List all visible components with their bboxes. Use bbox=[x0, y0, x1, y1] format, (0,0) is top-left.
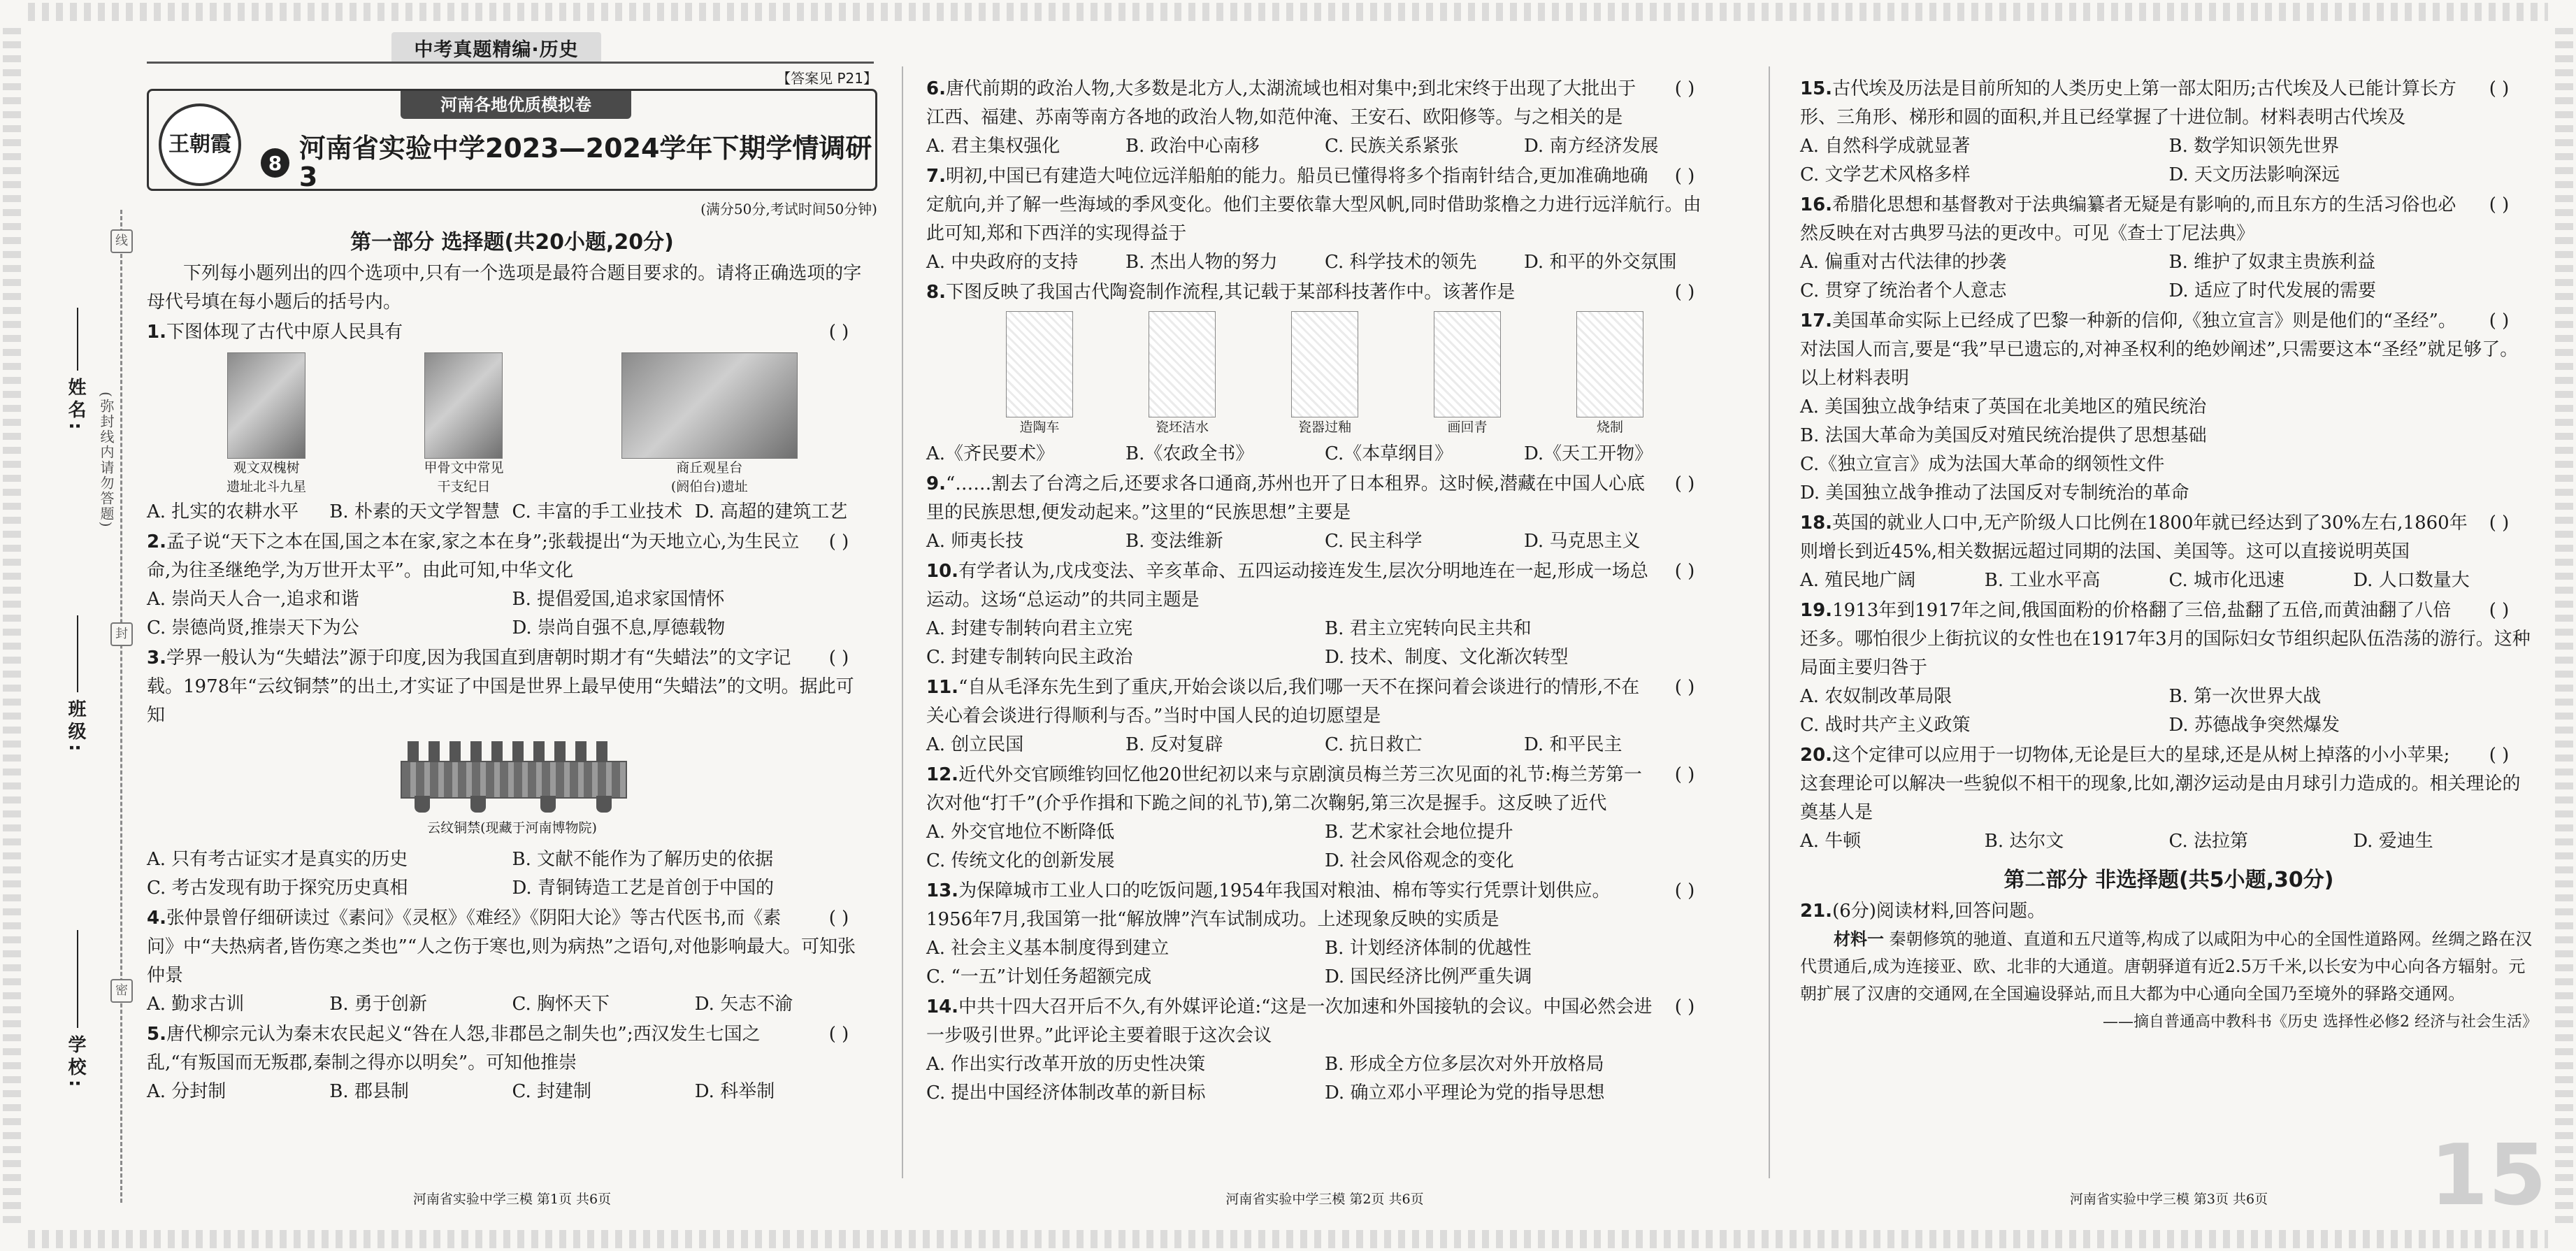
question-9 bbox=[926, 470, 1723, 527]
artifact-photo bbox=[424, 352, 503, 459]
bronze-leg bbox=[415, 796, 430, 813]
options-group bbox=[926, 934, 1723, 992]
question-stem-line bbox=[926, 470, 1723, 527]
question-stem: “……割去了台湾之后,还要求各口通商,苏州也开了日本租界。这时候,潜藏在中国人心底里的民族思想,便发动起来。”这里的“民族思想”主要是 bbox=[926, 473, 1646, 523]
questions-2 bbox=[926, 75, 1723, 1108]
column-page-3 bbox=[1800, 73, 2538, 1036]
option-D[interactable]: D. 马克思主义 bbox=[1524, 531, 1641, 552]
option-D[interactable]: D. 爱迪生 bbox=[2353, 831, 2433, 852]
option-A[interactable]: A. 中央政府的支持 bbox=[926, 252, 1079, 273]
question-16 bbox=[1800, 191, 2538, 248]
answer-paren[interactable]: ( ) bbox=[2489, 194, 2510, 215]
options-group bbox=[926, 527, 1723, 556]
header-rule bbox=[147, 62, 874, 64]
questions-3 bbox=[1800, 75, 2538, 856]
question-number: 9. bbox=[926, 473, 946, 494]
figure-caption: 遗址北斗九星 bbox=[226, 479, 307, 494]
option-A[interactable]: A. 扎实的农耕水平 bbox=[147, 501, 299, 522]
question-4 bbox=[147, 904, 877, 990]
option-C[interactable]: C. 考古发现有助于探究历史真相 bbox=[147, 878, 408, 899]
question-number: 14. bbox=[926, 996, 959, 1017]
option-B[interactable]: B. 郡县制 bbox=[329, 1081, 409, 1102]
question-number: 15. bbox=[1800, 78, 1833, 99]
options-group bbox=[926, 132, 1723, 161]
question-number: 21. bbox=[1800, 901, 1833, 922]
option-C[interactable]: C. 贯穿了统治者个人意志 bbox=[1800, 280, 2007, 301]
q1-figure-3 bbox=[621, 352, 798, 496]
figure-caption: 甲骨文中常见 bbox=[424, 460, 504, 476]
name-blank[interactable] bbox=[77, 308, 78, 371]
answer-paren[interactable]: ( ) bbox=[1674, 764, 1695, 785]
option-C[interactable]: C. 丰富的手工业技术 bbox=[512, 501, 682, 522]
seal-char-3: 密 bbox=[110, 979, 133, 1003]
question-stem: 美国革命实际上已经成了巴黎一种新的信仰,《独立宣言》则是他们的“圣经”。对法国人而言,要是“我”早已遗忘的,对神圣权利的绝妙阐述”,只需要这本“圣经”就足够了。以上材料表明 bbox=[1800, 310, 2519, 389]
decorative-border-left bbox=[3, 28, 21, 1223]
question-13 bbox=[926, 877, 1723, 934]
answer-paren[interactable]: ( ) bbox=[828, 908, 849, 929]
question-stem: 1913年到1917年之间,俄国面粉的价格翻了三倍,盐翻了五倍,而黄油翻了八倍还多。哪怕很少上街抗议的女性也在1917年3月的国际妇女节组织起队伍浩荡的游行。这种局面主要归咎于 bbox=[1800, 600, 2531, 678]
option-D[interactable]: D. 青铜铸造工艺是首创于中国的 bbox=[512, 878, 774, 899]
material-text: 秦朝修筑的驰道、直道和五尺道等,构成了以咸阳为中心的全国性道路网。丝绸之路在汉代贯通后,成为连接亚、欧、北非的大通道。唐朝驿道有近2.5万千米,以长安为中心向各方辐射。元朝扩展了汉唐的交通网,在全国遍设驿站,而且大都为中心通向全国乃至境外的驿路交通网。 bbox=[1800, 929, 2533, 1003]
option-A[interactable]: A. 农奴制改革局限 bbox=[1800, 686, 1952, 707]
question-21 bbox=[1800, 897, 2538, 926]
option-D[interactable]: D. 和平的外交氛围 bbox=[1524, 252, 1677, 273]
part1-heading: 第一部分 选择题(共20小题,20分) bbox=[350, 230, 674, 255]
part1-instruction: 下列每小题列出的四个选项中,只有一个选项是最符合题目要求的。请将正确选项的字母代号填在每小题后的括号内。 bbox=[147, 263, 862, 313]
question-3 bbox=[147, 644, 877, 730]
q8-figure-2 bbox=[1149, 311, 1216, 437]
option-D[interactable]: D. 美国独立战争推动了法国反对专制统治的革命 bbox=[1800, 482, 2189, 503]
question-10 bbox=[926, 557, 1723, 615]
question-number: 11. bbox=[926, 677, 959, 698]
seal-char-2: 封 bbox=[110, 622, 133, 646]
question-stem-line bbox=[1800, 307, 2538, 393]
question-stem: 中共十四大召开后不久,有外媒评论道:“这是一次加速和外国接轨的会议。中国必然会进一步吸引世界。”此评论主要着眼于这次会议 bbox=[926, 996, 1653, 1046]
part2-heading: 第二部分 非选择题(共5小题,30分) bbox=[2003, 868, 2334, 892]
option-D[interactable]: D. 天文历法影响深远 bbox=[2168, 164, 2340, 185]
question-number: 7. bbox=[926, 166, 946, 187]
options-group bbox=[926, 440, 1723, 469]
question-stem-line bbox=[926, 162, 1723, 248]
question-number: 6. bbox=[926, 78, 946, 99]
option-C[interactable]: C. 法拉第 bbox=[2168, 831, 2248, 852]
question-stem: 有学者认为,戊戌变法、辛亥革命、五四运动接连发生,层次分明地连在一起,形成一场总运动。这场“总运动”的共同主题是 bbox=[926, 561, 1648, 610]
question-stem: 近代外交官顾维钧回忆他20世纪初以来与京剧演员梅兰芳三次见面的礼节:梅兰芳第一次对他“打千”(介乎作揖和下跪之间的礼节),第二次鞠躬,第三次是握手。这反映了近代 bbox=[926, 764, 1642, 814]
decorative-border-bottom bbox=[28, 1230, 2548, 1248]
material-label: 材料一 bbox=[1834, 929, 1884, 949]
question-1 bbox=[147, 318, 877, 347]
question-stem: 英国的就业人口中,无产阶级人口比例在1800年就已经达到了30%左右,1860年则增长到近45%,相关数据远超过同期的法国、美国等。这可以直接说明英国 bbox=[1800, 513, 2468, 562]
answer-paren[interactable]: ( ) bbox=[828, 531, 849, 552]
options-group bbox=[1800, 682, 2538, 740]
option-A[interactable]: A. 勤求古训 bbox=[147, 994, 245, 1015]
question-number: 3. bbox=[147, 648, 166, 669]
option-A[interactable]: A. 外交官地位不断降低 bbox=[926, 822, 1115, 843]
option-A[interactable]: A. 君主集权强化 bbox=[926, 136, 1060, 157]
score-note: (满分50分,考试时间50分钟) bbox=[700, 201, 877, 217]
question-2 bbox=[147, 528, 877, 585]
class-label: 班级: bbox=[65, 699, 86, 756]
process-illustration bbox=[1576, 311, 1643, 417]
process-illustration bbox=[1434, 311, 1501, 417]
question-12 bbox=[926, 761, 1723, 818]
paper-title bbox=[261, 134, 875, 192]
bronze-leg bbox=[540, 796, 556, 813]
option-B[interactable]: B. 提倡爱国,追求家国情怀 bbox=[512, 589, 725, 610]
question-stem-line bbox=[147, 644, 877, 730]
figure-caption: 商丘观星台 bbox=[676, 460, 743, 476]
question-number: 17. bbox=[1800, 310, 1833, 331]
question-18 bbox=[1800, 509, 2538, 566]
answer-paren[interactable]: ( ) bbox=[1674, 996, 1695, 1017]
option-A[interactable]: A. 牛顿 bbox=[1800, 831, 1862, 852]
option-D[interactable]: D. 国民经济比例严重失调 bbox=[1325, 966, 1532, 987]
question-stem-line bbox=[926, 761, 1723, 818]
name-label: 姓名: bbox=[65, 378, 86, 434]
question-stem: “自从毛泽东先生到了重庆,开始会谈以后,我们哪一天不在探问着会谈进行的情形,不在关心着会谈进行得顺利与否。”当时中国人民的迫切愿望是 bbox=[926, 677, 1640, 727]
material-1 bbox=[1800, 926, 2538, 1008]
seal-char-1: 线 bbox=[110, 229, 133, 253]
option-B[interactable]: B. 维护了奴隶主贵族利益 bbox=[2168, 252, 2376, 273]
option-D[interactable]: D. 崇尚自强不息,厚德载物 bbox=[512, 617, 726, 638]
figure-caption: (阏伯台)遗址 bbox=[670, 479, 748, 494]
option-C[interactable]: C. 封建专制转向民主政治 bbox=[926, 647, 1133, 668]
answer-paren[interactable]: ( ) bbox=[2489, 745, 2510, 766]
questions-1 bbox=[147, 318, 877, 1106]
q1-figure-2 bbox=[424, 352, 503, 496]
answer-reference: 【答案见 P21】 bbox=[777, 70, 877, 87]
school-blank[interactable] bbox=[77, 930, 78, 1028]
answer-paren[interactable]: ( ) bbox=[1674, 473, 1695, 494]
footer-page-2: 河南省实验中学三模 第2页 共6页 bbox=[1225, 1192, 1424, 1207]
option-A[interactable]: A. 作出实行改革开放的历史性决策 bbox=[926, 1054, 1206, 1075]
options-group bbox=[147, 585, 877, 643]
artifact-photo bbox=[621, 352, 798, 459]
option-B[interactable]: B. 政治中心南移 bbox=[1125, 136, 1260, 157]
question-stem: 张仲景曾仔细研读过《素问》《灵枢》《难经》《阴阳大论》等古代医书,而《素问》中“夫热病者,皆伤寒之类也”“人之伤于寒也,则为病热”之语句,对他影响最大。可知张仲景 bbox=[147, 908, 856, 986]
option-B[interactable]: B. 勇于创新 bbox=[329, 994, 427, 1015]
option-A[interactable]: A. 创立民国 bbox=[926, 734, 1024, 755]
question-number: 2. bbox=[147, 531, 166, 552]
question-17 bbox=[1800, 307, 2538, 393]
paper-title-text: 河南省实验中学2023—2024学年下期学情调研3 bbox=[298, 133, 872, 192]
option-C[interactable]: C. 提出中国经济体制改革的新目标 bbox=[926, 1082, 1206, 1103]
option-D[interactable]: D.《天工开物》 bbox=[1524, 443, 1653, 464]
options-group bbox=[1800, 248, 2538, 306]
answer-paren[interactable]: ( ) bbox=[1674, 677, 1695, 698]
option-C[interactable]: C. 科学技术的领先 bbox=[1325, 252, 1477, 273]
footer-page-1: 河南省实验中学三模 第1页 共6页 bbox=[412, 1192, 612, 1207]
question-stem-line bbox=[147, 528, 877, 585]
option-C[interactable]: C. “一五”计划任务超额完成 bbox=[926, 966, 1152, 987]
option-A[interactable]: A. 美国独立战争结束了英国在北美地区的殖民统治 bbox=[1800, 396, 2207, 417]
paper-tag: 河南各地优质模拟卷 bbox=[401, 91, 631, 119]
answer-paren[interactable]: ( ) bbox=[828, 648, 849, 669]
question-number: 12. bbox=[926, 764, 959, 785]
option-A[interactable]: A. 师夷长技 bbox=[926, 531, 1024, 552]
question-stem-line bbox=[147, 1020, 877, 1078]
figure-caption: 观文双槐树 bbox=[233, 460, 300, 476]
option-A[interactable]: A. 封建专制转向君主立宪 bbox=[926, 618, 1133, 639]
options-group bbox=[926, 615, 1723, 672]
q8-figure-5 bbox=[1576, 311, 1643, 437]
option-C[interactable]: C. 城市化迅速 bbox=[2168, 570, 2284, 591]
question-stem: 希腊化思想和基督教对于法典编纂者无疑是有影响的,而且东方的生活习俗也必然反映在对古典罗马法的更改中。可见《查士丁尼法典》 bbox=[1800, 194, 2456, 244]
class-blank[interactable] bbox=[77, 615, 78, 692]
process-illustration bbox=[1149, 311, 1216, 417]
option-D[interactable]: D. 和平民主 bbox=[1524, 734, 1622, 755]
options-group bbox=[147, 498, 877, 527]
options-group bbox=[926, 818, 1723, 875]
q3-figure bbox=[147, 737, 877, 843]
options-group bbox=[147, 990, 877, 1019]
option-C[interactable]: C. 文学艺术风格多样 bbox=[1800, 164, 1971, 185]
question-stem: 下图体现了古代中原人民具有 bbox=[166, 322, 403, 343]
answer-paren[interactable]: ( ) bbox=[2489, 78, 2510, 99]
question-number: 10. bbox=[926, 561, 959, 582]
options-group bbox=[1800, 827, 2538, 856]
question-stem-line bbox=[1800, 509, 2538, 566]
option-D[interactable]: D. 高超的建筑工艺 bbox=[694, 501, 848, 522]
option-A[interactable]: A. 崇尚天人合一,追求和谐 bbox=[147, 589, 359, 610]
figure-caption: 画回青 bbox=[1447, 420, 1488, 435]
question-number: 5. bbox=[147, 1024, 166, 1045]
answer-paren[interactable]: ( ) bbox=[2489, 513, 2510, 534]
q1-figures bbox=[168, 352, 856, 496]
option-A[interactable]: A. 自然科学成就显著 bbox=[1800, 136, 1971, 157]
question-number: 4. bbox=[147, 908, 166, 929]
question-stem: 古代埃及历法是目前所知的人类历史上第一部太阳历;古代埃及人已能计算长方形、三角形、梯形和圆的面积,并且已经掌握了十进位制。材料表明古代埃及 bbox=[1800, 78, 2456, 128]
option-B[interactable]: B. 工业水平高 bbox=[1984, 570, 2101, 591]
option-C[interactable]: C. 胸怀天下 bbox=[512, 994, 610, 1015]
question-5 bbox=[147, 1020, 877, 1078]
question-number: 16. bbox=[1800, 194, 1833, 215]
series-title: 中考真题精编·历史 bbox=[391, 32, 601, 63]
figure-caption: 云纹铜禁(现藏于河南博物院) bbox=[427, 820, 597, 836]
question-20 bbox=[1800, 741, 2538, 827]
option-D[interactable]: D. 社会风俗观念的变化 bbox=[1325, 850, 1514, 871]
answer-paren[interactable]: ( ) bbox=[2489, 600, 2510, 621]
process-illustration bbox=[1006, 311, 1073, 417]
options-group bbox=[926, 731, 1723, 759]
binding-margin bbox=[42, 210, 147, 1203]
paper-number: 8 bbox=[261, 148, 289, 178]
figure-caption: 烧制 bbox=[1596, 420, 1623, 435]
option-B[interactable]: B. 君主立宪转向民主共和 bbox=[1325, 618, 1532, 639]
question-stem-line bbox=[1800, 596, 2538, 682]
option-D[interactable]: D. 确立邓小平理论为党的指导思想 bbox=[1325, 1082, 1605, 1103]
question-number: 13. bbox=[926, 880, 959, 901]
answer-paren[interactable]: ( ) bbox=[2489, 310, 2510, 331]
option-B[interactable]: B. 第一次世界大战 bbox=[2168, 686, 2322, 707]
q8-figures bbox=[968, 311, 1681, 437]
column-page-1 bbox=[147, 66, 877, 1106]
question-7 bbox=[926, 162, 1723, 248]
option-D[interactable]: D. 苏德战争突然爆发 bbox=[2168, 715, 2340, 736]
answer-paren[interactable]: ( ) bbox=[1674, 166, 1695, 187]
option-D[interactable]: D. 人口数量大 bbox=[2353, 570, 2470, 591]
question-number: 20. bbox=[1800, 745, 1833, 766]
answer-paren[interactable]: ( ) bbox=[1674, 561, 1695, 582]
question-stem-line bbox=[926, 278, 1723, 307]
option-A[interactable]: A.《齐民要术》 bbox=[926, 443, 1055, 464]
options-group bbox=[147, 1078, 877, 1106]
question-stem: 明初,中国已有建造大吨位远洋船舶的能力。船员已懂得将多个指南针结合,更加准确地确定航向,并了解一些海域的季风变化。他们主要依靠大型风帆,同时借助浆橹之力进行远洋航行。由此可知,郑和下西洋的实现得益于 bbox=[926, 166, 1701, 244]
question-stem: 下图反映了我国古代陶瓷制作流程,其记载于某部科技著作中。该著作是 bbox=[945, 282, 1516, 303]
question-15 bbox=[1800, 75, 2538, 132]
option-A[interactable]: A. 殖民地广阔 bbox=[1800, 570, 1916, 591]
question-stem-line bbox=[1800, 75, 2538, 132]
question-stem: 学界一般认为“失蜡法”源于印度,因为我国直到唐朝时期才有“失蜡法”的文字记载。1978年“云纹铜禁”的出土,才实证了中国是世界上最早使用“失蜡法”的文明。据此可知 bbox=[147, 648, 854, 726]
option-D[interactable]: D. 科举制 bbox=[694, 1081, 775, 1102]
option-D[interactable]: D. 技术、制度、文化渐次转型 bbox=[1325, 647, 1569, 668]
material-source: ——摘自普通高中教科书《历史 选择性必修2 经济与社会生活》 bbox=[2103, 1013, 2538, 1031]
decorative-border-right bbox=[2555, 28, 2573, 1223]
option-A[interactable]: A. 分封制 bbox=[147, 1081, 226, 1102]
artifact-photo bbox=[227, 352, 305, 459]
column-page-2 bbox=[926, 73, 1723, 1108]
option-A[interactable]: A. 社会主义基本制度得到建立 bbox=[926, 938, 1170, 959]
option-D[interactable]: D. 南方经济发展 bbox=[1524, 136, 1659, 157]
figure-caption: 瓷坯洁水 bbox=[1155, 420, 1209, 435]
question-stem-line bbox=[1800, 191, 2538, 248]
question-stem: 为保障城市工业人口的吃饭问题,1954年我国对粮油、棉布等实行凭票计划供应。1956年7月,我国第一批“解放牌”汽车试制成功。上述现象反映的实质是 bbox=[926, 880, 1611, 930]
question-number: 1. bbox=[147, 322, 166, 343]
question-number: 18. bbox=[1800, 513, 1833, 534]
question-14 bbox=[926, 993, 1723, 1050]
column-divider-2 bbox=[1769, 66, 1770, 1178]
question-stem-line bbox=[1800, 741, 2538, 827]
options-group bbox=[926, 248, 1723, 277]
option-C[interactable]: C.《独立宣言》成为法国大革命的纲领性文件 bbox=[1800, 454, 2165, 475]
question-stem-line bbox=[926, 75, 1723, 132]
option-C[interactable]: C. 崇德尚贤,推崇天下为公 bbox=[147, 617, 359, 638]
paper-title-box bbox=[147, 89, 877, 191]
question-stem-line bbox=[926, 993, 1723, 1050]
answer-paren[interactable]: ( ) bbox=[1674, 282, 1695, 303]
question-stem: 唐代前期的政治人物,大多数是北方人,太湖流域也相对集中;到北宋终于出现了大批出于江西、福建、苏南等南方各地的政治人物,如范仲淹、王安石、欧阳修等。与之相关的是 bbox=[926, 78, 1636, 128]
option-C[interactable]: C. 民族关系紧张 bbox=[1325, 136, 1459, 157]
option-C[interactable]: C. 民主科学 bbox=[1325, 531, 1423, 552]
option-A[interactable]: A. 偏重对古代法律的抄袭 bbox=[1800, 252, 2007, 273]
q8-figure-4 bbox=[1434, 311, 1501, 437]
column-divider-1 bbox=[902, 66, 903, 1178]
option-B[interactable]: B. 法国大革命为美国反对殖民统治提供了思想基础 bbox=[1800, 425, 2207, 446]
bronze-leg bbox=[470, 796, 486, 813]
option-B[interactable]: B. 反对复辟 bbox=[1125, 734, 1223, 755]
option-B[interactable]: B. 变法维新 bbox=[1125, 531, 1223, 552]
options-group bbox=[1800, 132, 2538, 190]
option-B[interactable]: B. 文献不能作为了解历史的依据 bbox=[512, 849, 774, 870]
option-A[interactable]: A. 只有考古证实才是真实的历史 bbox=[147, 849, 408, 870]
option-B[interactable]: B. 达尔文 bbox=[1984, 831, 2064, 852]
q8-figure-3 bbox=[1291, 311, 1358, 437]
option-C[interactable]: C. 传统文化的创新发展 bbox=[926, 850, 1115, 871]
question-number: 19. bbox=[1800, 600, 1833, 621]
question-stem: 孟子说“天下之本在国,国之本在家,家之本在身”;张载提出“为天地立心,为生民立命,为往圣继绝学,为万世开太平”。由此可知,中华文化 bbox=[147, 531, 800, 581]
option-B[interactable]: B. 形成全方位多层次对外开放格局 bbox=[1325, 1054, 1604, 1075]
options-group bbox=[1800, 393, 2538, 508]
answer-paren[interactable]: ( ) bbox=[1674, 78, 1695, 99]
school-label: 学校: bbox=[65, 1035, 86, 1092]
q1-figure-1 bbox=[226, 352, 306, 496]
question-stem-line bbox=[926, 673, 1723, 731]
decorative-border-top bbox=[28, 3, 2548, 21]
option-D[interactable]: D. 矢志不渝 bbox=[694, 994, 793, 1015]
bronze-body bbox=[401, 761, 627, 799]
figure-caption: 造陶车 bbox=[1019, 420, 1060, 435]
bronze-leg bbox=[596, 796, 612, 813]
question-6 bbox=[926, 75, 1723, 132]
question-stem: (6分)阅读材料,回答问题。 bbox=[1832, 901, 2046, 922]
figure-caption: 干支纪日 bbox=[437, 479, 491, 494]
option-C[interactable]: C.《本草纲目》 bbox=[1325, 443, 1453, 464]
options-group bbox=[1800, 566, 2538, 595]
answer-paren[interactable]: ( ) bbox=[828, 1024, 849, 1045]
question-11 bbox=[926, 673, 1723, 731]
question-8 bbox=[926, 278, 1723, 307]
options-group bbox=[926, 1050, 1723, 1108]
bronze-ornament bbox=[408, 741, 617, 762]
option-D[interactable]: D. 适应了时代发展的需要 bbox=[2168, 280, 2376, 301]
question-stem-line bbox=[926, 557, 1723, 615]
q8-figure-1 bbox=[1006, 311, 1073, 437]
question-stem-line bbox=[926, 877, 1723, 934]
option-B[interactable]: B.《农政全书》 bbox=[1125, 443, 1254, 464]
answer-paren[interactable]: ( ) bbox=[828, 322, 849, 343]
option-B[interactable]: B. 计划经济体制的优越性 bbox=[1325, 938, 1532, 959]
publisher-logo: 王朝霞 bbox=[159, 103, 241, 186]
footer-page-3: 河南省实验中学三模 第3页 共6页 bbox=[2069, 1192, 2268, 1207]
option-C[interactable]: C. 封建制 bbox=[512, 1081, 591, 1102]
question-stem-line bbox=[147, 904, 877, 990]
seal-hint: (弥封线内请勿答题) bbox=[98, 392, 115, 529]
question-stem: 唐代柳宗元认为秦末农民起义“咎在人怨,非郡邑之制失也”;西汉发生七国之乱,“有叛国而无叛郡,秦制之得亦以明矣”。可知他推崇 bbox=[147, 1024, 761, 1073]
question-19 bbox=[1800, 596, 2538, 682]
process-illustration bbox=[1291, 311, 1358, 417]
question-stem-line bbox=[147, 318, 877, 347]
question-number: 8. bbox=[926, 282, 946, 303]
seal-line bbox=[120, 210, 122, 1203]
answer-paren[interactable]: ( ) bbox=[1674, 880, 1695, 901]
option-B[interactable]: B. 杰出人物的努力 bbox=[1125, 252, 1278, 273]
bronze-jin-illustration bbox=[387, 737, 638, 814]
figure-caption: 瓷器过釉 bbox=[1297, 420, 1351, 435]
option-B[interactable]: B. 艺术家社会地位提升 bbox=[1325, 822, 1513, 843]
option-B[interactable]: B. 数学知识领先世界 bbox=[2168, 136, 2340, 157]
page-corner-number: 15 bbox=[2430, 1127, 2547, 1224]
option-B[interactable]: B. 朴素的天文学智慧 bbox=[329, 501, 500, 522]
option-C[interactable]: C. 战时共产主义政策 bbox=[1800, 715, 1971, 736]
question-stem: 这个定律可以应用于一切物体,无论是巨大的星球,还是从树上掉落的小小苹果;这套理论可以解决一些貌似不相干的现象,比如,潮汐运动是由月球引力造成的。相关理论的奠基人是 bbox=[1800, 745, 2521, 823]
option-C[interactable]: C. 抗日救亡 bbox=[1325, 734, 1423, 755]
options-group bbox=[147, 845, 877, 903]
